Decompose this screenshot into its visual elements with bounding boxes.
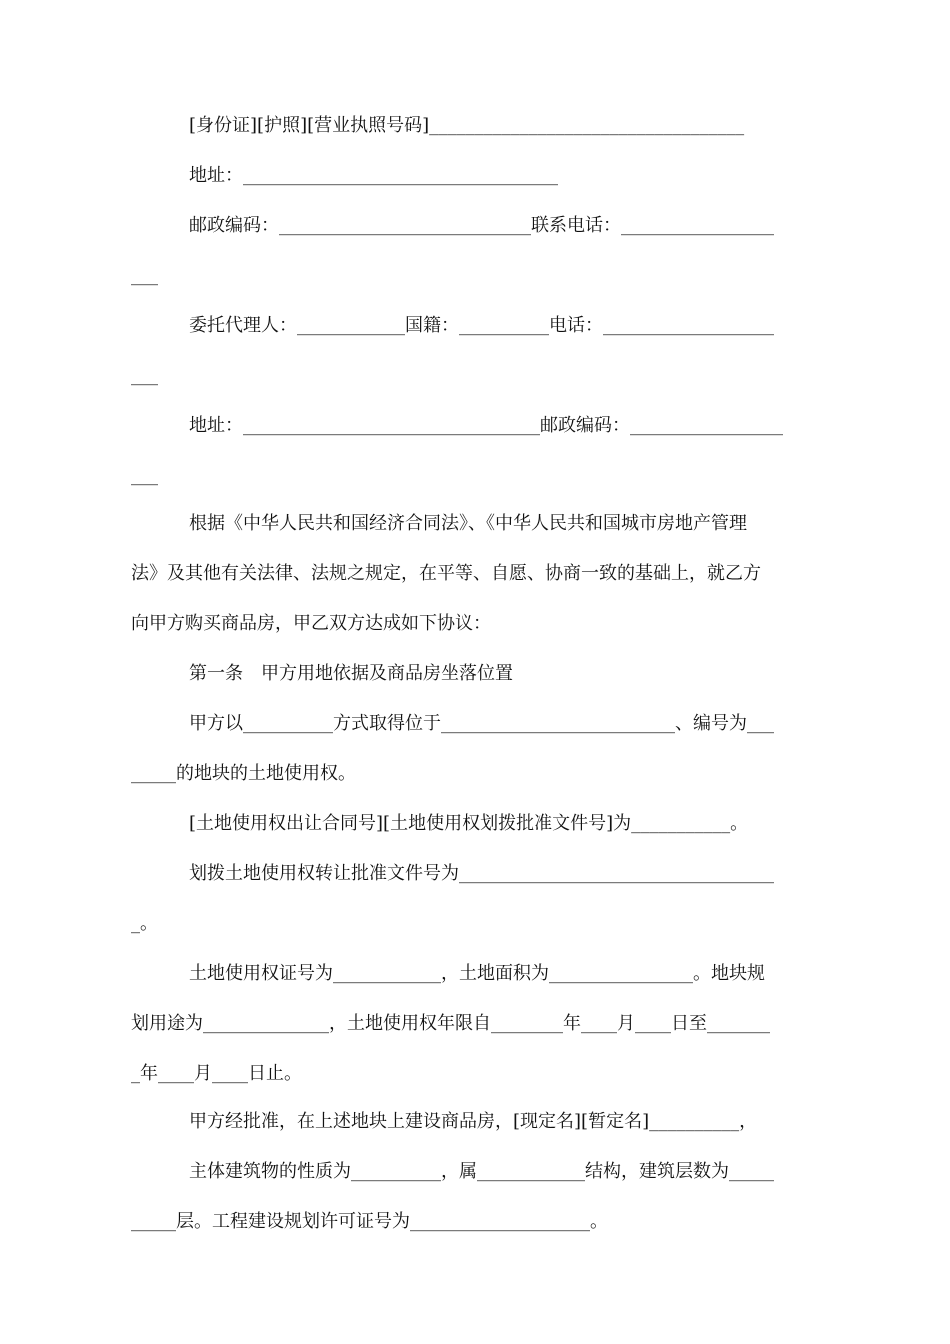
agent-line: 委托代理人：____________国籍：__________电话：___________________ (189, 315, 774, 336)
agent-address-line: 地址：_________________________________邮政编码：_________________ (189, 415, 783, 436)
land-acquisition-continuation: _____的地块的土地使用权。 (131, 763, 356, 784)
land-acquisition-line: 甲方以__________方式取得位于__________________________、编号为___ (189, 713, 774, 734)
transfer-approval-line: 划拨土地使用权转让批准文件号为___________________________________ (189, 863, 774, 884)
postcode-phone-continuation: ___ (131, 265, 158, 286)
article-1-heading: 第一条 甲方用地依据及商品房坐落位置 (189, 663, 513, 684)
address-line: 地址：___________________________________ (189, 165, 558, 186)
land-use-term-line: 划用途为______________，土地使用权年限自________年____月____日至_______ (131, 1013, 770, 1034)
id-number-line: [身份证][护照][营业执照号码]___________________________________ (189, 115, 745, 136)
agent-continuation: ___ (131, 365, 158, 386)
planning-permit-line: _____层。工程建设规划许可证号为____________________。 (131, 1211, 608, 1232)
land-use-term-continuation: _年____月____日止。 (131, 1063, 302, 1084)
agent-address-continuation: ___ (131, 465, 158, 486)
postcode-phone-line: 邮政编码：____________________________联系电话：_________________ (189, 215, 774, 236)
preamble-line-3: 向甲方购买商品房，甲乙双方达成如下协议： (131, 613, 491, 634)
preamble-line-2: 法》及其他有关法律、法规之规定，在平等、自愿、协商一致的基础上，就乙方 (131, 563, 761, 584)
building-name-line: 甲方经批准，在上述地块上建设商品房，[现定名][暂定名]__________， (189, 1111, 758, 1132)
preamble-line-1: 根据《中华人民共和国经济合同法》、《中华人民共和国城市房地产管理 (189, 513, 747, 534)
building-structure-line: 主体建筑物的性质为__________，属____________结构，建筑层数为_____ (189, 1161, 774, 1182)
transfer-approval-continuation: _。 (131, 913, 158, 934)
land-certificate-line: 土地使用权证号为____________，土地面积为________________。地块规 (189, 963, 765, 984)
contract-number-line: [土地使用权出让合同号][土地使用权划拨批准文件号]为___________。 (189, 813, 749, 834)
